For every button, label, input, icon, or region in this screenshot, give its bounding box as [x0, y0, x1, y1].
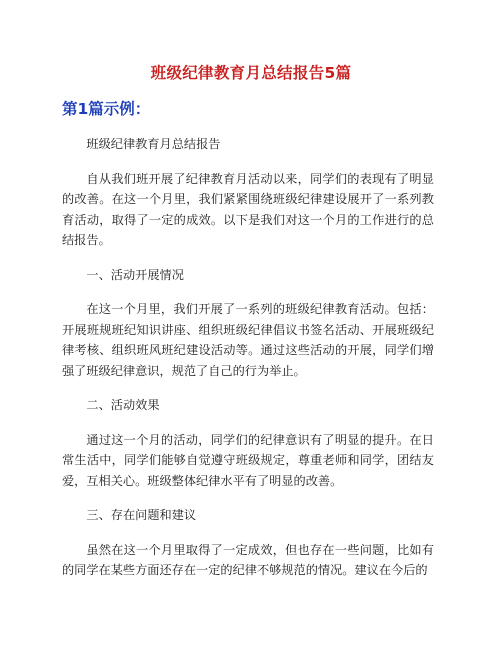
paragraph-intro: 自从我们班开展了纪律教育月活动以来，同学们的表现有了明显的改善。在这一个月里，我们紧紧围绕班级纪律建设展开了一系列教育活动，取得了一定的成效。以下是我们对这一个月的工作进行的总结报告。 — [62, 171, 434, 247]
subheading-effects: 二、活动效果 — [86, 398, 160, 412]
paragraph-issues: 虽然在这一个月里取得了一定成效，但也存在一些问题，比如有的同学在某些方面还存在一定的纪律不够规范的情况。建议在今后的 — [62, 542, 434, 577]
document-body — [62, 134, 434, 595]
paragraph-activities: 在这一个月里，我们开展了一系列的班级纪律教育活动。包括：开展班规班纪知识讲座、组织班级纪律倡议书签名活动、开展班级纪律考核、组织班风班纪建设活动等。通过这些活动的开展，同学们增强了班级纪律意识，规范了自己的行为举止。 — [62, 302, 434, 378]
paragraph-effects: 通过这一个月的活动，同学们的纪律意识有了明显的提升。在日常生活中，同学们能够自觉遵守班级规定，尊重老师和同学，团结友爱，互相关心。班级整体纪律水平有了明显的改善。 — [62, 432, 434, 488]
subheading-issues: 三、存在问题和建议 — [86, 508, 197, 522]
subheading-activities: 一、活动开展情况 — [86, 267, 184, 282]
document-title: 班级纪律教育月总结报告5篇 — [150, 64, 352, 82]
section-heading: 第1篇示例： — [62, 100, 151, 118]
report-title-line: 班级纪律教育月总结报告 — [86, 137, 221, 151]
